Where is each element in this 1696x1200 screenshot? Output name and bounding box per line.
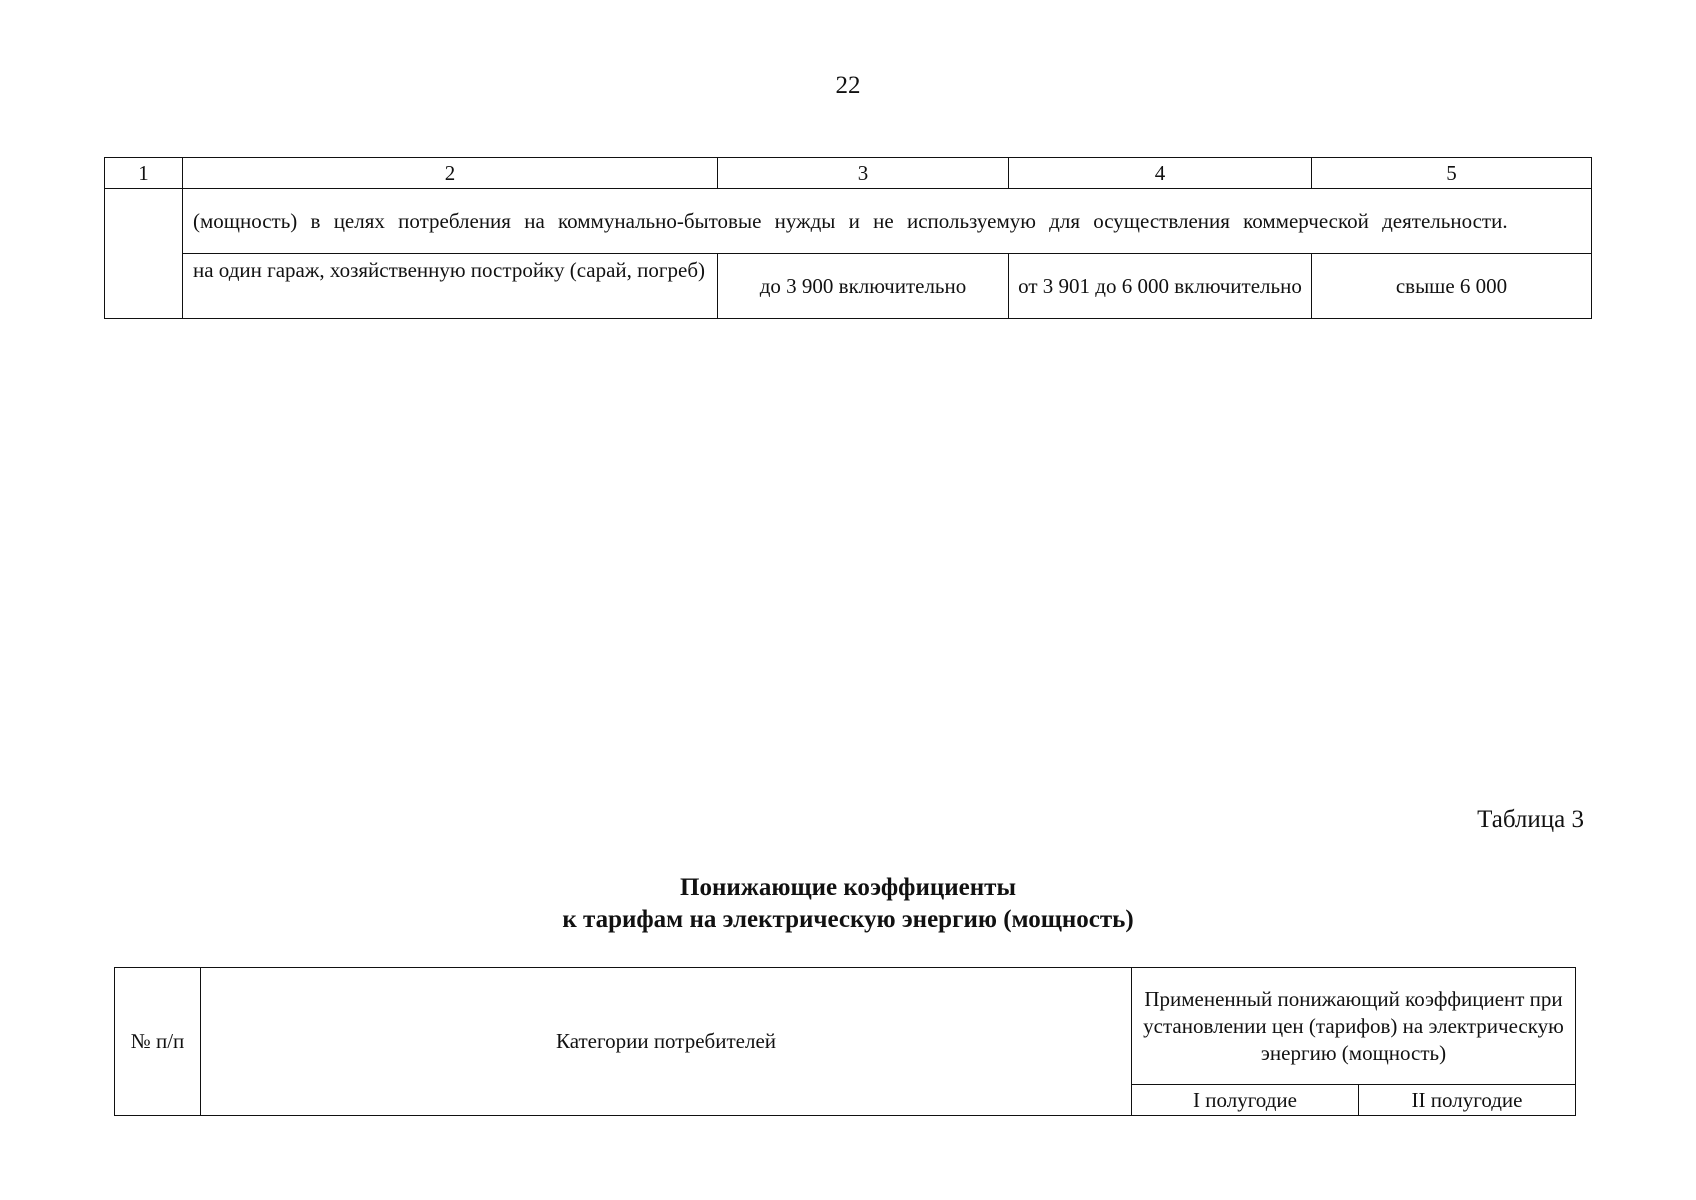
- table-row: [105, 254, 1592, 319]
- table-title: [0, 872, 1696, 936]
- range-cell-high: свыше 6 000: [1312, 254, 1592, 319]
- continuation-table: [104, 157, 1592, 319]
- half-year-2-header: II полугодие: [1359, 1085, 1576, 1116]
- continued-text-cell: (мощность) в целях потребления на коммунально-бытовые нужды и не используемую для осуществления коммерческой деятельности.: [183, 189, 1592, 254]
- table-label: Таблица 3: [1477, 806, 1584, 833]
- number-header: № п/п: [115, 968, 201, 1116]
- range-cell-low: до 3 900 включительно: [718, 254, 1009, 319]
- table-row: [105, 189, 1592, 254]
- page-number: 22: [835, 72, 861, 99]
- description-cell: на один гараж, хозяйственную постройку (сарай, погреб): [183, 254, 718, 319]
- half-year-1-header: I полугодие: [1132, 1085, 1359, 1116]
- header-row: [115, 968, 1576, 1085]
- column-number-cell: 1: [105, 158, 183, 189]
- column-number-cell: 3: [718, 158, 1009, 189]
- table-title-line-2: к тарифам на электрическую энергию (мощность): [562, 906, 1134, 933]
- categories-header: Категории потребителей: [201, 968, 1132, 1116]
- table-title-line-1: Понижающие коэффициенты: [680, 874, 1016, 901]
- column-number-cell: 2: [183, 158, 718, 189]
- column-number-row: [105, 158, 1592, 189]
- applied-coefficient-header: Примененный понижающий коэффициент при установлении цен (тарифов) на электрическую энергию (мощность): [1132, 968, 1576, 1085]
- range-cell-mid: от 3 901 до 6 000 включительно: [1009, 254, 1312, 319]
- empty-number-cell: [105, 189, 183, 319]
- column-number-cell: 5: [1312, 158, 1592, 189]
- column-number-cell: 4: [1009, 158, 1312, 189]
- coefficients-table: [114, 967, 1576, 1116]
